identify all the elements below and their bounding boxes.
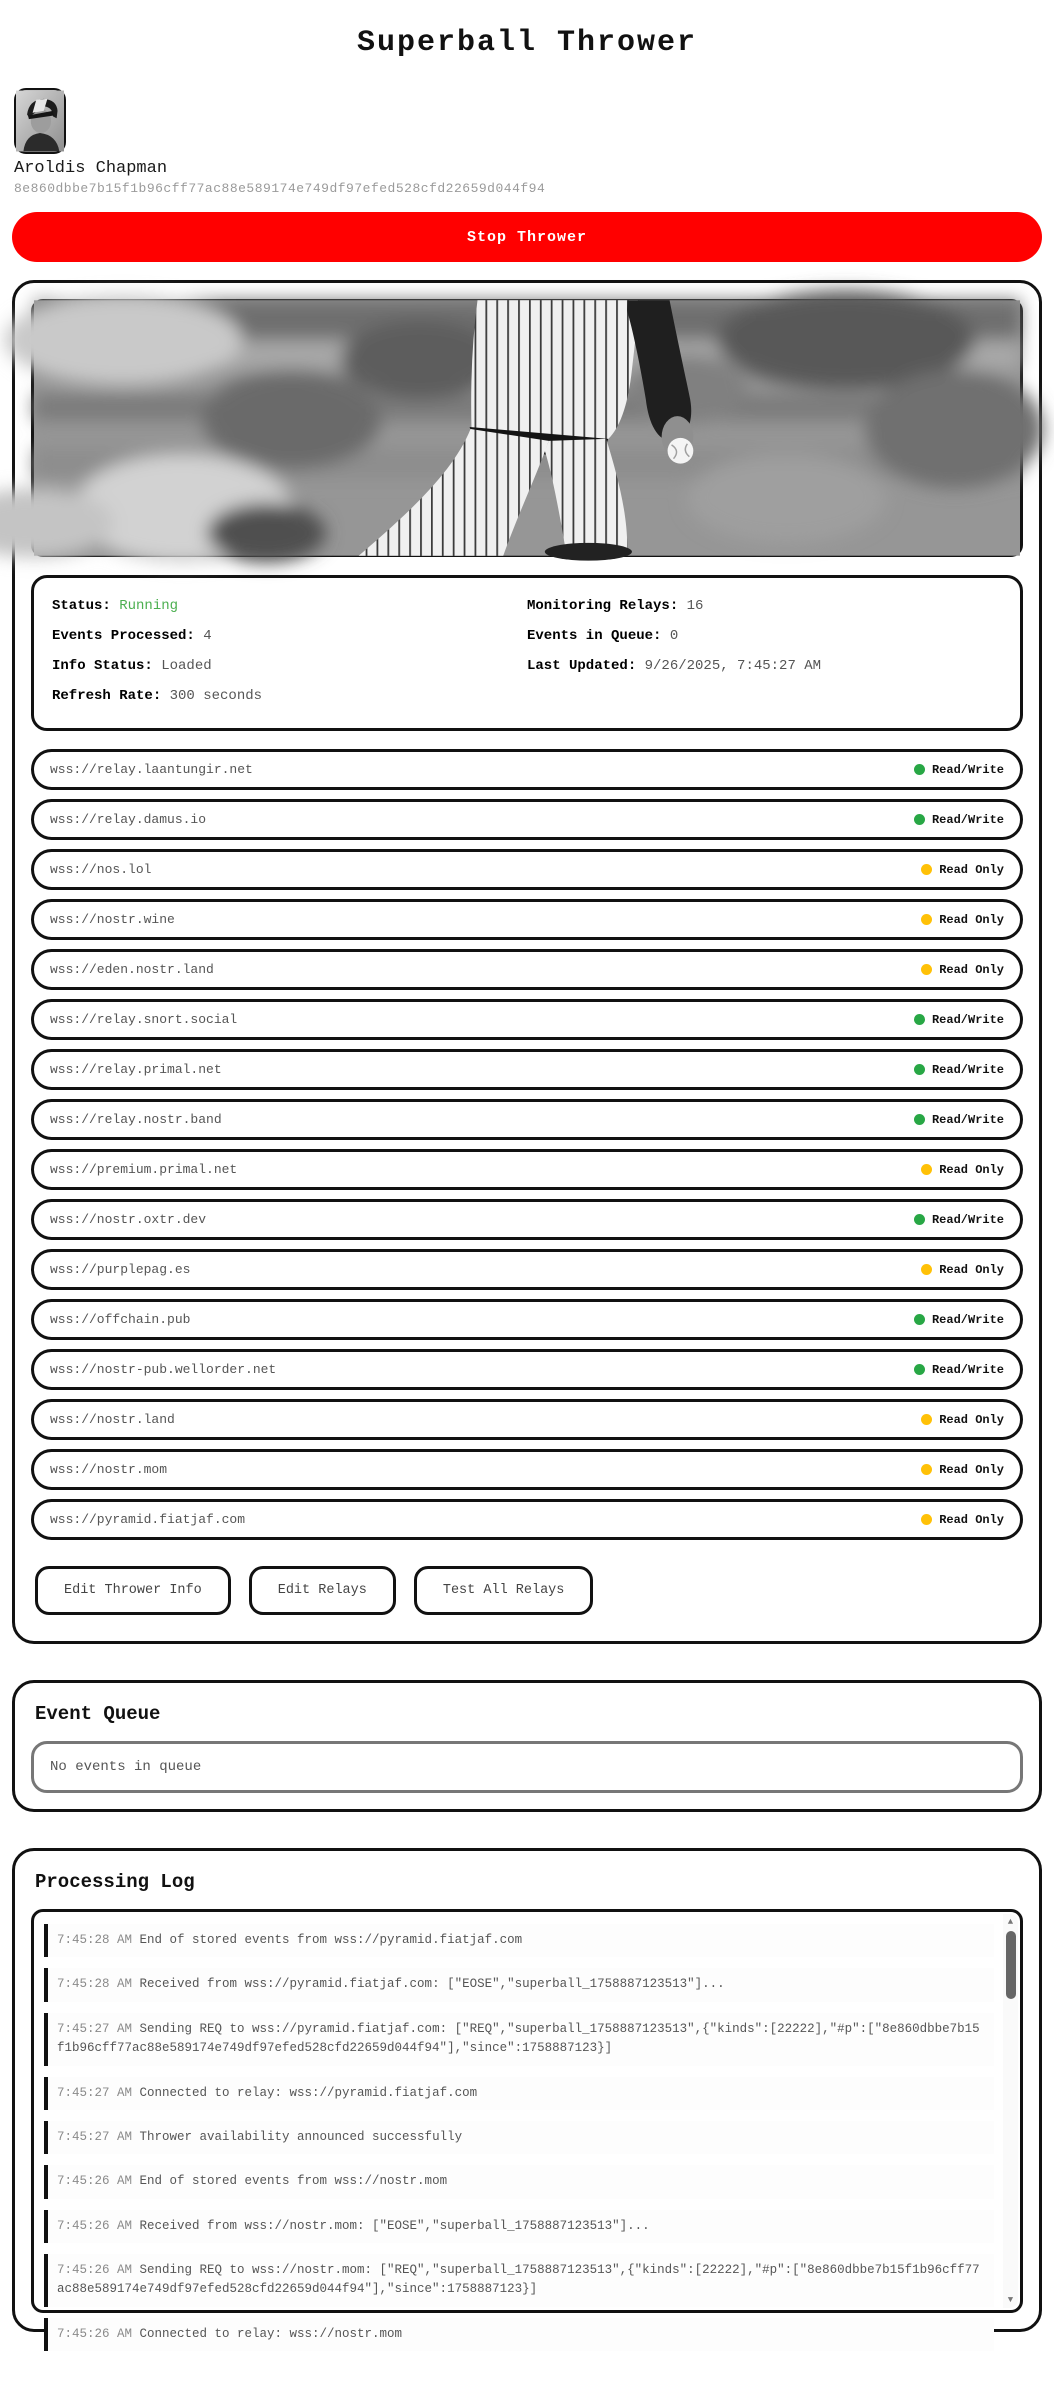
- event-queue-empty-message: No events in queue: [31, 1741, 1023, 1793]
- relay-list: [31, 749, 1023, 1540]
- yellow-dot-icon: [921, 1414, 932, 1425]
- yellow-dot-icon: [921, 1164, 932, 1175]
- relay-access-label: Read Only: [939, 862, 1004, 877]
- relay-access-badge: [921, 963, 1004, 977]
- status-value: Loaded: [161, 658, 212, 674]
- relay-access-label: Read/Write: [931, 1062, 1004, 1077]
- log-entry: [44, 2121, 994, 2154]
- log-entry-time: 7:45:28 AM: [57, 1977, 140, 1992]
- log-entry: [44, 2318, 994, 2351]
- thrower-status-card: [12, 280, 1042, 1644]
- log-entry-message: End of stored events from wss://nostr.mom: [139, 2174, 448, 2189]
- status-label: Status:: [52, 598, 120, 614]
- relay-actions-row: [35, 1566, 1019, 1615]
- relay-access-label: Read Only: [939, 912, 1004, 927]
- log-entry: [44, 2165, 994, 2198]
- relay-row-nostr-mom[interactable]: [31, 1449, 1023, 1490]
- status-line-monitoring-relays: [527, 596, 1002, 617]
- status-column-right: [527, 596, 1002, 716]
- status-value: Running: [119, 598, 179, 614]
- status-label: Monitoring Relays:: [527, 598, 687, 614]
- relay-access-badge: [914, 1313, 1004, 1327]
- processing-log-box[interactable]: [31, 1909, 1023, 2341]
- relay-row-nostr-land[interactable]: [31, 1399, 1023, 1440]
- relay-url: wss://premium.primal.net: [50, 1162, 238, 1177]
- log-entry-message: Received from wss://pyramid.fiatjaf.com: ["EOSE","superball_1758887123513"]...: [139, 1977, 725, 1992]
- log-entry-message: Received from wss://nostr.mom: ["EOSE","superball_1758887123513"]...: [139, 2218, 650, 2233]
- status-line-refresh-rate: [52, 686, 527, 707]
- status-label: Info Status:: [52, 658, 162, 674]
- relay-row-nos-lol[interactable]: [31, 849, 1023, 890]
- relay-url: wss://relay.primal.net: [50, 1062, 222, 1077]
- page-title: Superball Thrower: [356, 26, 698, 60]
- relay-access-label: Read/Write: [931, 762, 1004, 777]
- relay-access-badge: [914, 1063, 1004, 1077]
- edit-thrower-info-button[interactable]: Edit Thrower Info: [35, 1566, 231, 1615]
- relay-row-relay-laantungir-net[interactable]: [31, 749, 1023, 790]
- log-entry-message: Connected to relay: wss://pyramid.fiatjaf.com: [139, 2085, 478, 2100]
- log-entry: [44, 2210, 994, 2243]
- stop-thrower-button[interactable]: Stop Thrower: [12, 212, 1042, 262]
- status-label: Events in Queue:: [527, 628, 670, 644]
- thrower-name: Aroldis Chapman: [14, 159, 168, 178]
- status-line-events-in-queue: [527, 626, 1002, 647]
- log-entry: [44, 1968, 994, 2001]
- relay-access-label: Read Only: [939, 1512, 1004, 1527]
- relay-url: wss://pyramid.fiatjaf.com: [50, 1512, 246, 1527]
- relay-access-label: Read/Write: [931, 812, 1004, 827]
- event-queue-title: Event Queue: [35, 1703, 161, 1725]
- processing-log-card: [12, 1848, 1042, 2341]
- relay-access-badge: [914, 1213, 1004, 1227]
- log-entry: [44, 2013, 994, 2066]
- log-entry-message: Thrower availability announced successfully: [139, 2129, 463, 2144]
- relay-access-badge: [921, 1513, 1004, 1527]
- relay-url: wss://relay.damus.io: [50, 812, 207, 827]
- yellow-dot-icon: [921, 1464, 932, 1475]
- log-scrollbar-thumb[interactable]: [1006, 1931, 1016, 1999]
- green-dot-icon: [914, 1314, 925, 1325]
- log-entry-time: 7:45:26 AM: [57, 2263, 140, 2277]
- relay-access-badge: [914, 1363, 1004, 1377]
- status-value: 4: [203, 628, 212, 644]
- relay-access-badge: [914, 763, 1004, 777]
- relay-access-label: Read/Write: [931, 1012, 1004, 1027]
- yellow-dot-icon: [921, 1264, 932, 1275]
- edit-relays-button[interactable]: Edit Relays: [249, 1566, 396, 1615]
- green-dot-icon: [914, 1064, 925, 1075]
- relay-access-label: Read Only: [939, 1262, 1004, 1277]
- relay-row-relay-damus-io[interactable]: [31, 799, 1023, 840]
- relay-access-label: Read/Write: [931, 1362, 1004, 1377]
- log-entry-time: 7:45:28 AM: [57, 1933, 140, 1947]
- log-entry-time: 7:45:27 AM: [57, 2085, 140, 2100]
- scroll-up-arrow-icon[interactable]: ▲: [1007, 1917, 1014, 1927]
- relay-access-badge: [914, 813, 1004, 827]
- relay-row-eden-nostr-land[interactable]: [31, 949, 1023, 990]
- relay-row-relay-primal-net[interactable]: [31, 1049, 1023, 1090]
- thrower-hero-image: [31, 299, 1023, 557]
- status-panel: [31, 575, 1023, 731]
- relay-access-badge: [921, 1413, 1004, 1427]
- relay-row-nostr-pub-wellorder-net[interactable]: [31, 1349, 1023, 1390]
- relay-url: wss://nostr-pub.wellorder.net: [50, 1362, 277, 1377]
- relay-row-relay-snort-social[interactable]: [31, 999, 1023, 1040]
- relay-url: wss://nostr.land: [50, 1412, 175, 1427]
- relay-access-badge: [921, 1163, 1004, 1177]
- thrower-info: [14, 88, 1042, 196]
- status-line-events-processed: [52, 626, 527, 647]
- relay-access-badge: [914, 1013, 1004, 1027]
- relay-row-purplepag-es[interactable]: [31, 1249, 1023, 1290]
- relay-access-badge: [921, 1263, 1004, 1277]
- status-line-last-updated: [527, 656, 1002, 677]
- log-entry-message: Sending REQ to wss://pyramid.fiatjaf.com: ["REQ","superball_1758887123513",{"kinds":[22222],"#p":["8e860dbbe7b15f1b96cff77ac88e589174e749df97efed528cfd22659d044f94"],"since":1758887123}]: [57, 2021, 980, 2056]
- yellow-dot-icon: [921, 1514, 932, 1525]
- relay-access-label: Read/Write: [931, 1312, 1004, 1327]
- log-entry-message: End of stored events from wss://pyramid.fiatjaf.com: [139, 1933, 523, 1947]
- relay-row-premium-primal-net[interactable]: [31, 1149, 1023, 1190]
- relay-url: wss://nostr.mom: [50, 1462, 168, 1477]
- green-dot-icon: [914, 1014, 925, 1025]
- log-entry: [44, 2254, 994, 2307]
- status-label: Refresh Rate:: [52, 688, 170, 704]
- status-label: Events Processed:: [52, 628, 204, 644]
- log-entry: [44, 1924, 994, 1957]
- status-line-status: [52, 596, 527, 617]
- status-value: 0: [669, 628, 679, 644]
- relay-access-label: Read Only: [939, 1162, 1004, 1177]
- green-dot-icon: [914, 1364, 925, 1375]
- relay-url: wss://nostr.oxtr.dev: [50, 1212, 207, 1227]
- yellow-dot-icon: [921, 964, 932, 975]
- log-entry: [44, 2077, 994, 2110]
- avatar: [14, 88, 66, 154]
- status-line-info-status: [52, 656, 527, 677]
- relay-access-badge: [921, 913, 1004, 927]
- test-all-relays-button[interactable]: Test All Relays: [414, 1566, 594, 1615]
- green-dot-icon: [914, 764, 925, 775]
- status-value: 16: [686, 598, 704, 614]
- relay-url: wss://purplepag.es: [50, 1262, 191, 1277]
- thrower-pubkey: 8e860dbbe7b15f1b96cff77ac88e589174e749df97efed528cfd22659d044f94: [14, 181, 546, 196]
- relay-access-label: Read Only: [939, 1412, 1004, 1427]
- relay-url: wss://nos.lol: [50, 862, 152, 877]
- yellow-dot-icon: [921, 864, 932, 875]
- relay-access-label: Read/Write: [931, 1212, 1004, 1227]
- relay-row-pyramid-fiatjaf-com[interactable]: [31, 1499, 1023, 1540]
- scroll-down-arrow-icon[interactable]: ▼: [1007, 2295, 1014, 2305]
- relay-url: wss://relay.nostr.band: [50, 1112, 222, 1127]
- event-queue-card: [12, 1680, 1042, 1812]
- relay-row-relay-nostr-band[interactable]: [31, 1099, 1023, 1140]
- relay-url: wss://offchain.pub: [50, 1312, 191, 1327]
- yellow-dot-icon: [921, 914, 932, 925]
- status-column-left: [52, 596, 527, 716]
- avatar-portrait-icon: [16, 90, 64, 152]
- log-entry-time: 7:45:26 AM: [57, 2218, 140, 2233]
- relay-row-offchain-pub[interactable]: [31, 1299, 1023, 1340]
- relay-url: wss://nostr.wine: [50, 912, 175, 927]
- log-entry-time: 7:45:26 AM: [57, 2174, 140, 2189]
- relay-access-label: Read/Write: [931, 1112, 1004, 1127]
- status-value: 9/26/2025, 7:45:27 AM: [644, 658, 822, 674]
- status-value: 300 seconds: [169, 688, 263, 704]
- log-scrollbar[interactable]: [1003, 1914, 1018, 2308]
- relay-url: wss://eden.nostr.land: [50, 962, 214, 977]
- log-entry-time: 7:45:27 AM: [57, 2021, 140, 2036]
- relay-access-label: Read Only: [939, 1462, 1004, 1477]
- relay-url: wss://relay.laantungir.net: [50, 762, 253, 777]
- relay-url: wss://relay.snort.social: [50, 1012, 238, 1027]
- status-label: Last Updated:: [527, 658, 645, 674]
- relay-row-nostr-wine[interactable]: [31, 899, 1023, 940]
- log-entry-message: Connected to relay: wss://nostr.mom: [139, 2326, 403, 2341]
- pitcher-photo-icon: [34, 302, 1020, 554]
- relay-access-label: Read Only: [939, 962, 1004, 977]
- log-entry-time: 7:45:26 AM: [57, 2326, 140, 2341]
- log-entries: [44, 1924, 994, 2351]
- log-entry-message: Sending REQ to wss://nostr.mom: ["REQ","superball_1758887123513",{"kinds":[22222],"#p":["8e860dbbe7b15f1b96cff77ac88e589174e749df97efed528cfd22659d044f94"],"since":1758887123}]: [57, 2263, 980, 2297]
- relay-access-badge: [914, 1113, 1004, 1127]
- log-entry-time: 7:45:27 AM: [57, 2129, 140, 2144]
- green-dot-icon: [914, 814, 925, 825]
- relay-access-badge: [921, 1463, 1004, 1477]
- green-dot-icon: [914, 1114, 925, 1125]
- relay-access-badge: [921, 863, 1004, 877]
- processing-log-title: Processing Log: [35, 1871, 195, 1893]
- green-dot-icon: [914, 1214, 925, 1225]
- relay-row-nostr-oxtr-dev[interactable]: [31, 1199, 1023, 1240]
